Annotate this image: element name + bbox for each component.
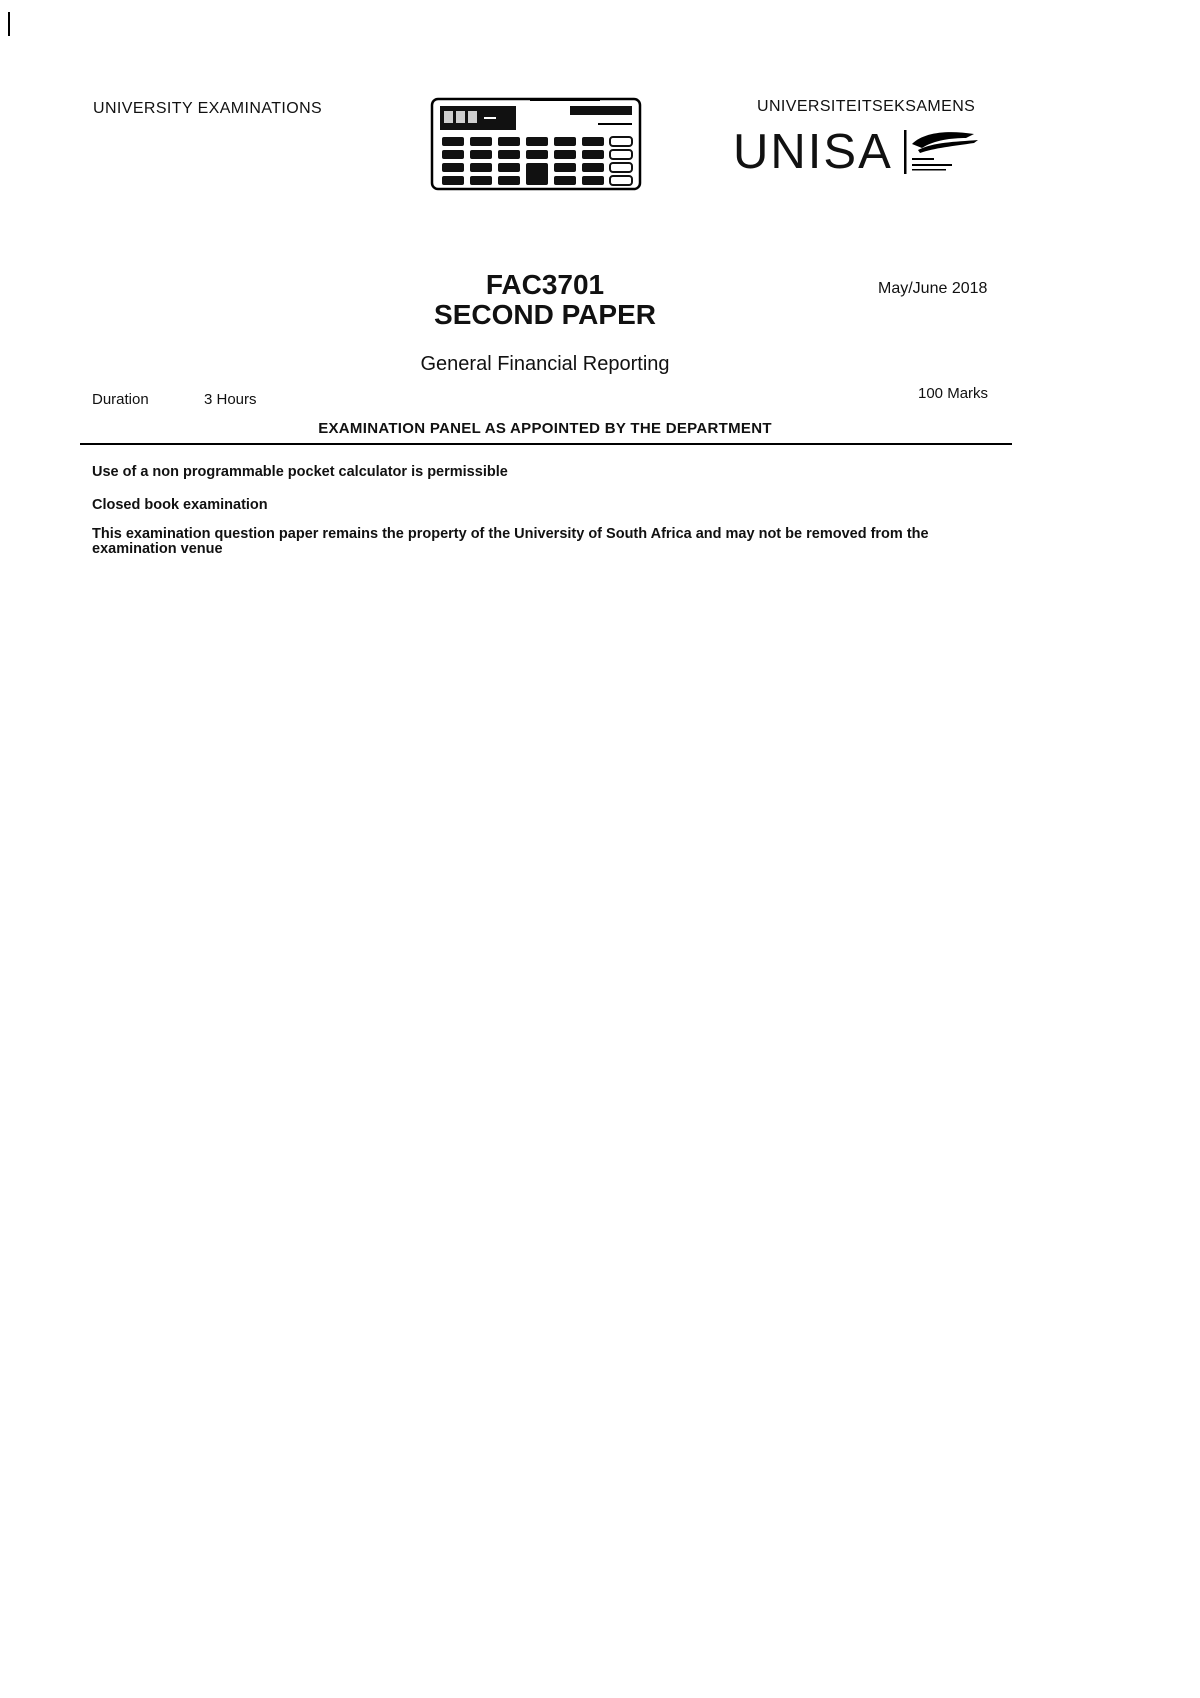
header-divider <box>80 443 1012 445</box>
page-edge-mark <box>8 12 10 36</box>
header-universiteitseksamens: UNIVERSITEITSEKSAMENS <box>757 98 976 115</box>
duration-label: Duration <box>92 391 149 408</box>
unisa-logo-text: UNISA <box>733 125 893 179</box>
duration-value: 3 Hours <box>204 391 257 408</box>
calculator-icon <box>430 97 642 191</box>
note-calculator: Use of a non programmable pocket calculator is permissible <box>92 464 508 480</box>
total-marks: 100 Marks <box>918 385 989 402</box>
note-property: This examination question paper remains the property of the University of South Africa and may not be removed from the examination venue <box>92 526 929 557</box>
paper-title: SECOND PAPER <box>434 299 656 330</box>
unisa-logo-mark <box>904 128 982 178</box>
exam-date: May/June 2018 <box>878 280 988 297</box>
course-code: FAC3701 <box>485 269 605 300</box>
examination-panel: EXAMINATION PANEL AS APPOINTED BY THE DEPARTMENT <box>318 420 772 437</box>
note-closed-book: Closed book examination <box>92 497 268 513</box>
subject-title: General Financial Reporting <box>420 353 670 375</box>
header-university-examinations: UNIVERSITY EXAMINATIONS <box>93 100 323 117</box>
